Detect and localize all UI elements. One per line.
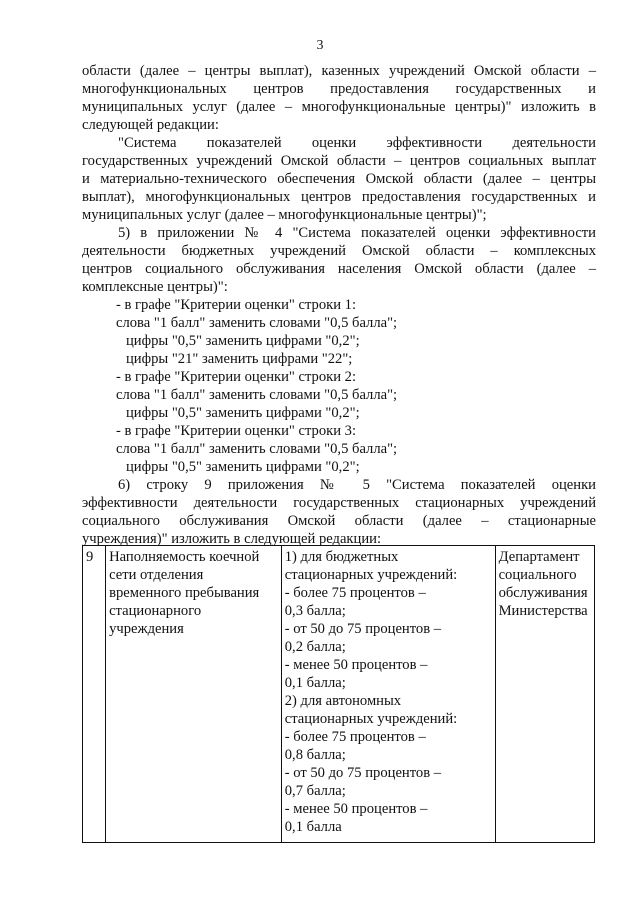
row-number: 9 (86, 549, 94, 565)
text-line: "Система показателей оценки эффективности деятельности (118, 135, 596, 151)
table-row (83, 546, 595, 843)
text-line: социального обслуживания Омской области (далее – стационарные (82, 513, 596, 529)
text-line: эффективности деятельности государственных стационарных учреждений (82, 495, 596, 511)
list-line: слова "1 балл" заменить словами "0,5 балла"; (116, 315, 398, 331)
cell-line: - менее 50 процентов – (284, 657, 428, 673)
text-line: деятельности бюджетных учреждений Омской области – комплексных (82, 243, 596, 259)
text-line: выплат), многофункциональных центров предоставления государственных и (82, 189, 596, 205)
text-line: следующей редакции: (82, 117, 219, 133)
cell-line: стационарных учреждений: (284, 567, 458, 583)
cell-line: Министерства (498, 603, 588, 619)
list-line: - в графе "Критерии оценки" строки 1: (116, 297, 357, 313)
list-line: слова "1 балл" заменить словами "0,5 балла"; (116, 387, 398, 403)
indicator-cell (106, 546, 282, 843)
text-line: муниципальных услуг (далее – многофункциональные центры)"; (82, 207, 487, 223)
cell-line: 1) для бюджетных (284, 549, 399, 565)
cell-line: 2) для автономных (284, 693, 402, 709)
list-line: слова "1 балл" заменить словами "0,5 балла"; (116, 441, 398, 457)
list-line: цифры "0,5" заменить цифрами "0,2"; (126, 405, 360, 421)
cell-line: - более 75 процентов – (284, 729, 426, 745)
list-line: цифры "21" заменить цифрами "22"; (126, 351, 353, 367)
text-line: 5) в приложении № 4 "Система показателей оценки эффективности (118, 225, 596, 241)
cell-line: 0,1 балла (284, 819, 342, 835)
list-line: цифры "0,5" заменить цифрами "0,2"; (126, 333, 360, 349)
text-line: комплексные центры)": (82, 279, 228, 295)
cell-line: 0,3 балла; (284, 603, 346, 619)
document-body (82, 62, 596, 548)
list-line: - в графе "Критерии оценки" строки 2: (116, 369, 357, 385)
cell-line: учреждения (109, 621, 184, 637)
cell-line: 0,2 балла; (284, 639, 346, 655)
cell-line: обслуживания (498, 585, 588, 601)
row-number-cell (83, 546, 106, 843)
responsible-cell (495, 546, 594, 843)
cell-line: - менее 50 процентов – (284, 801, 428, 817)
text-line: государственных учреждений Омской области – центров социальных выплат (82, 153, 596, 169)
text-line: области (далее – центры выплат), казенных учреждений Омской области – (82, 63, 596, 79)
text-line: центров социального обслуживания населения Омской области (далее – (82, 261, 596, 277)
cell-line: стационарных учреждений: (284, 711, 458, 727)
cell-line: Департамент (498, 549, 580, 565)
criteria-cell (281, 546, 495, 843)
page-number: 3 (316, 38, 324, 53)
cell-line: - от 50 до 75 процентов – (284, 621, 442, 637)
cell-line: стационарного (109, 603, 202, 619)
text-line: и материально-технического обеспечения Омской области (далее – центры (82, 171, 596, 187)
text-line: муниципальных услуг (далее – многофункциональные центры)" изложить в (82, 99, 596, 115)
cell-line: сети отделения (109, 567, 204, 583)
list-line: цифры "0,5" заменить цифрами "0,2"; (126, 459, 360, 475)
cell-line: - от 50 до 75 процентов – (284, 765, 442, 781)
text-line: учреждения)" изложить в следующей редакции: (82, 531, 382, 547)
indicator-table (82, 545, 595, 843)
cell-line: 0,8 балла; (284, 747, 346, 763)
cell-line: 0,7 балла; (284, 783, 346, 799)
cell-line: 0,1 балла; (284, 675, 346, 691)
text-line: 6) строку 9 приложения № 5 "Система показателей оценки (118, 477, 596, 493)
list-line: - в графе "Критерии оценки" строки 3: (116, 423, 357, 439)
cell-line: - более 75 процентов – (284, 585, 426, 601)
cell-line: временного пребывания (109, 585, 260, 601)
cell-line: Наполняемость коечной (109, 549, 260, 565)
cell-line: социального (498, 567, 577, 583)
text-line: многофункциональных центров предоставления государственных и (82, 81, 596, 97)
